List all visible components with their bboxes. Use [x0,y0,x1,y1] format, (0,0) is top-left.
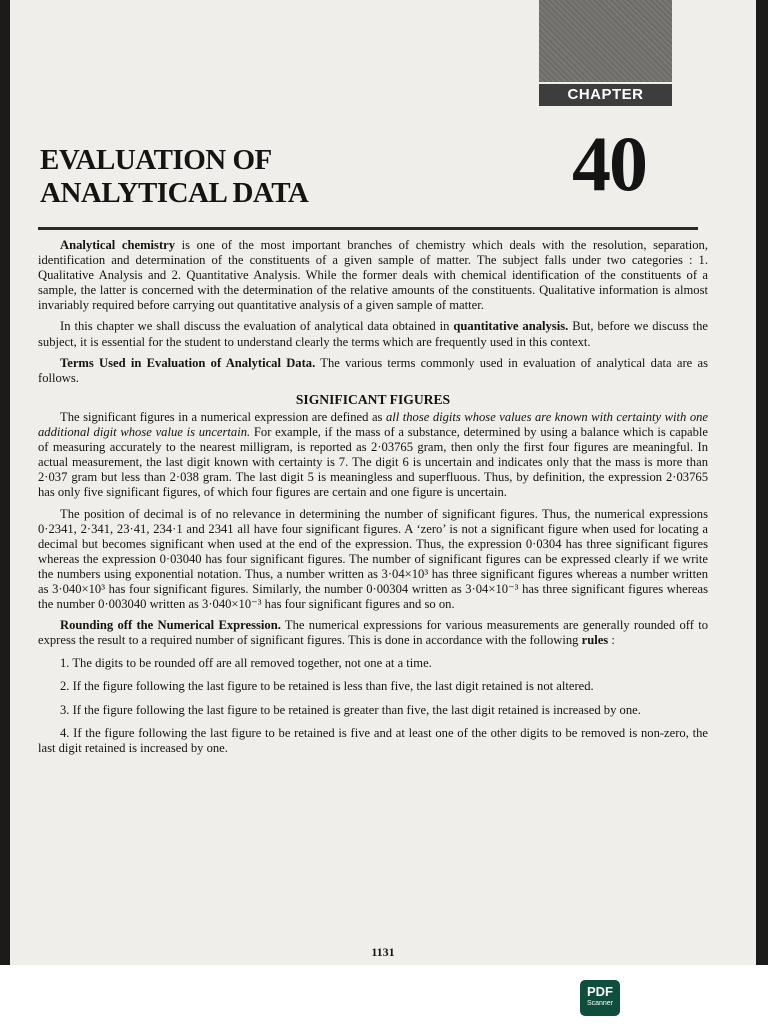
paragraph-chapter-scope-text-b: But, before we discuss the subject, it is essential for the student to understand clearly the terms which are frequently used in this context. [38,319,708,349]
chapter-body [38,238,708,762]
paragraph-chapter-scope-text-a: In this chapter we shall discuss the evaluation of analytical data obtained in [60,319,454,334]
section-heading-significant-figures: SIGNIFICANT FIGURES [295,391,451,407]
rule-item-2: 2. If the figure following the last figure to be retained is less than five, the last digit retained is not altered. [60,679,594,694]
term-quantitative-analysis: quantitative analysis. [453,319,569,334]
definition-emphasis: all those digits whose values are known with certainty with one additional digit whose value is uncertain. [38,409,708,440]
rule-item-4: 4. If the figure following the last figure to be retained is five and at least one of the other digits to be removed is non-zero, the last digit retained is increased by one. [38,725,708,755]
paragraph-intro [38,238,708,313]
pdf-scanner-logo-line-1: PDF [587,984,613,999]
chapter-image [539,0,672,82]
paragraph-definition-text-b: For example, if the mass of a substance, determined by using a balance which is capable of measuring accurately to the nearest milligram, is reported as 2·03765 gram, then only the first four figures are meaningful. In actual measurement, the last digit known with certainty is 7. The digit 6 is uncertain and indicates only that the mass is more than 2·037 gram but less than 2·038 gram. The last digit 5 is meaningless and superfluous. Thus, by definition, the expression 2·03765 has only five significant figures, of which four figures are certain and one figure is uncertain. [38,425,708,500]
paragraph-rounding-text-b: : [608,633,615,648]
pdf-scanner-logo-icon [580,980,620,1016]
term-analytical-chemistry: Analytical chemistry [60,238,176,252]
paragraph-intro-text: is one of the most important branches of chemistry which deals with the resolution, separation, identification and determination of the constituents of a given sample of matter. The subject falls under two categories : 1. Qualitative Analysis and 2. Quantitative Analysis. While the former deals with chemical identification of the constituents of a sample, the latter is concerned with the determination of the relative amounts of the constituents. Qualitative information is almost invariably required before carrying out quantitative analysis of a given sample of matter. [38,238,708,313]
chapter-label: CHAPTER [539,84,672,106]
paragraph-chapter-scope [38,319,708,349]
term-rounding-off: Rounding off the Numerical Expression. [60,618,281,633]
rule-item-1: 1. The digits to be rounded off are all removed together, not one at a time. [60,656,432,671]
chapter-title-line-1: EVALUATION OF [40,144,272,176]
page-number: 1131 [371,945,395,959]
paragraph-significant-figures-definition [38,410,708,501]
paragraph-terms [38,356,708,386]
title-divider [38,227,698,230]
scanner-footer-strip [0,965,768,1024]
paragraph-definition-text-a: The significant figures in a numerical expression are defined as [60,409,386,424]
document-page [10,0,756,965]
term-evaluation-heading: Terms Used in Evaluation of Analytical Data. [60,355,316,370]
chapter-number: 40 [572,120,646,207]
chapter-badge [539,0,672,108]
chapter-title-line-2: ANALYTICAL DATA [40,177,309,209]
paragraph-decimal-position: The position of decimal is of no relevance in determining the number of significant figures. Thus, the numerical expressions 0·2341, 2·341, 23·41, 234·1 and 2341 all have four significant figures. A ‘zero’ is not a significant figure when used for locating a decimal but becomes significant when used at the end of the expression. Thus, the expression 0·0304 has three significant figures whereas the expression 0·03040 has four significant figures. The number of significant figures can be expressed clearly if we write the numbers using exponential notation. Thus, a number written as 3·04×10³ has three significant figures whereas a number written as 3·040×10³ has four significant figures. Similarly, the number 0·00304 written as 3·04×10⁻³ has three significant figures whereas the number 0·003040 written as 3·040×10⁻³ has four significant figures and so on. [38,506,708,612]
chapter-title [40,144,460,210]
paragraph-rounding-off [38,618,708,648]
paragraph-terms-text: The various terms commonly used in evaluation of analytical data are as follows. [38,355,708,385]
paragraph-rounding-text-a: The numerical expressions for various measurements are generally rounded off to express the result to a required number of significant figures. This is done in accordance with the following [38,618,709,648]
pdf-scanner-logo-line-2: Scanner [586,1000,614,1007]
term-rules: rules [581,633,609,648]
rule-item-3: 3. If the figure following the last figure to be retained is greater than five, the last digit retained is increased by one. [60,702,641,717]
